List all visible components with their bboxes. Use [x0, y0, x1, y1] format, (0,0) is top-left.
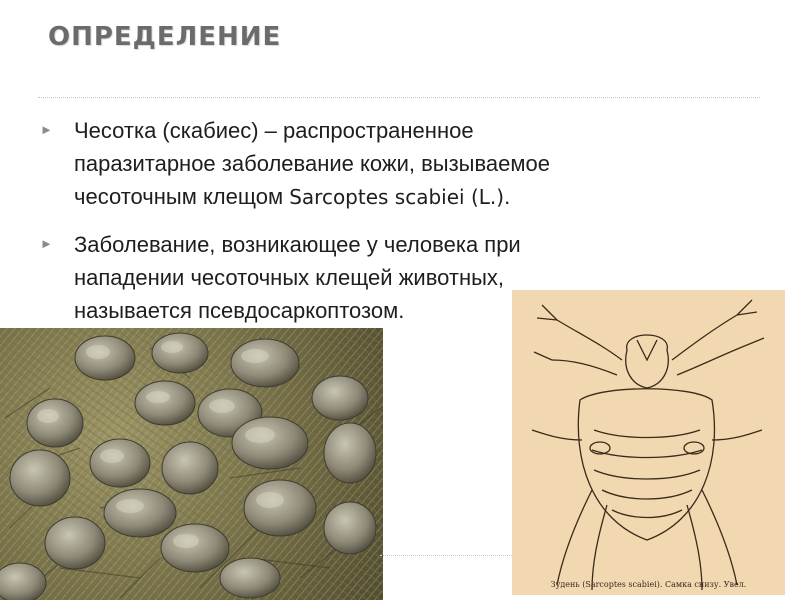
bullet-item-definition	[36, 114, 736, 214]
bullet-line-prefix: чесоточным клещом	[74, 184, 290, 209]
bottom-divider	[380, 555, 520, 556]
slide-title: ОПРЕДЕЛЕНИЕ	[48, 22, 282, 52]
title-divider	[38, 97, 760, 98]
mite-engraving-icon	[512, 290, 785, 595]
bullet-line: паразитарное заболевание кожи, вызываемое	[74, 151, 550, 176]
mites-illustration	[0, 328, 383, 600]
mite-drawing-illustration	[512, 290, 785, 595]
drawing-caption: Зудень (Sarcoptes scabiei). Самка снизу. Увел.	[550, 580, 747, 589]
bullet-arrow-icon: ►	[40, 122, 53, 137]
bullet-text	[74, 114, 550, 214]
bullet-line	[74, 180, 550, 214]
mites-microscope-photo	[0, 328, 383, 600]
bullet-arrow-icon: ►	[40, 236, 53, 251]
bullet-line: Заболевание, возникающее у человека при	[74, 232, 521, 257]
latin-species-name: Sarcoptes scabiei (L.)	[289, 185, 505, 209]
bullet-text	[74, 228, 521, 327]
bullet-line: Чесотка (скабиес) – распространенное	[74, 118, 474, 143]
bullet-line-suffix: .	[504, 184, 511, 209]
bullet-line: нападении чесоточных клещей животных,	[74, 265, 505, 290]
bullet-line: называется псевдосаркоптозом.	[74, 298, 405, 323]
